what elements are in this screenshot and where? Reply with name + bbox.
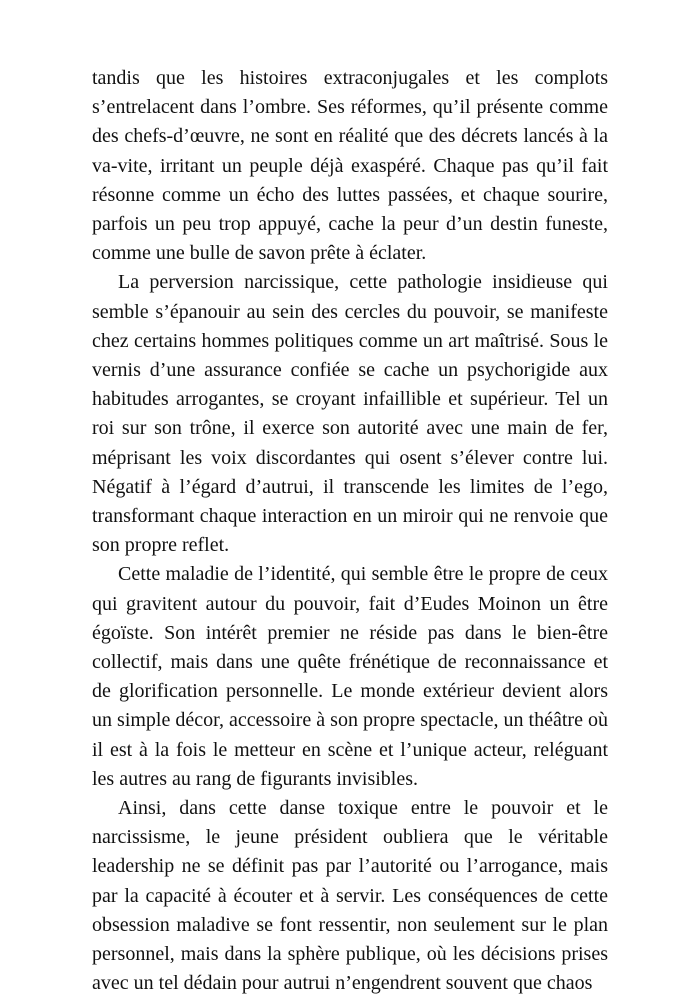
paragraph-continuation: tandis que les histoires extraconjugales et les complots s’entrelacent dans l’ombre. Ses réformes, qu’il présente comme des chefs-d’œuvre, ne sont en réalité que des décrets lancés à la va-vite, irritant un peuple déjà exaspéré. Chaque pas qu’il fait résonne comme un écho des luttes passées, et chaque sourire, parfois un peu trop appuyé, cache la peur d’un destin funeste, comme une bulle de savon prête à éclater. bbox=[92, 67, 608, 265]
page-body bbox=[92, 64, 608, 999]
paragraph-danse-toxique: Ainsi, dans cette danse toxique entre le pouvoir et le narcissisme, le jeune président oubliera que le véritable leadership ne se définit pas par l’autorité ou l’arrogance, mais par la capacité à écouter et à servir. Les conséquences de cette obsession maladive se font ressentir, non seulement sur le plan personnel, mais dans la sphère publique, où les décisions prises avec un tel dédain pour autrui n’engendrent souvent que chaos bbox=[92, 797, 608, 995]
paragraph-maladie-identite: Cette maladie de l’identité, qui semble être le propre de ceux qui gravitent autour du pouvoir, fait d’Eudes Moinon un être égoïste. Son intérêt premier ne réside pas dans le bien-être collectif, mais dans une quête frénétique de reconnaissance et de glorification personnelle. Le monde extérieur devient alors un simple décor, accessoire à son propre spectacle, un théâtre où il est à la fois le metteur en scène et l’unique acteur, reléguant les autres au rang de figurants invisibles. bbox=[92, 563, 608, 790]
paragraph-perversion-narcissique: La perversion narcissique, cette pathologie insidieuse qui semble s’épanouir au sein des cercles du pouvoir, se manifeste chez certains hommes politiques comme un art maîtrisé. Sous le vernis d’une assurance confiée se cache un psychorigide aux habitudes arrogantes, se croyant infaillible et supérieur. Tel un roi sur son trône, il exerce son autorité avec une main de fer, méprisant les voix discordantes qui osent s’élever contre lui. Négatif à l’égard d’autrui, il transcende les limites de l’ego, transformant chaque interaction en un miroir qui ne renvoie que son propre reflet. bbox=[92, 271, 608, 557]
